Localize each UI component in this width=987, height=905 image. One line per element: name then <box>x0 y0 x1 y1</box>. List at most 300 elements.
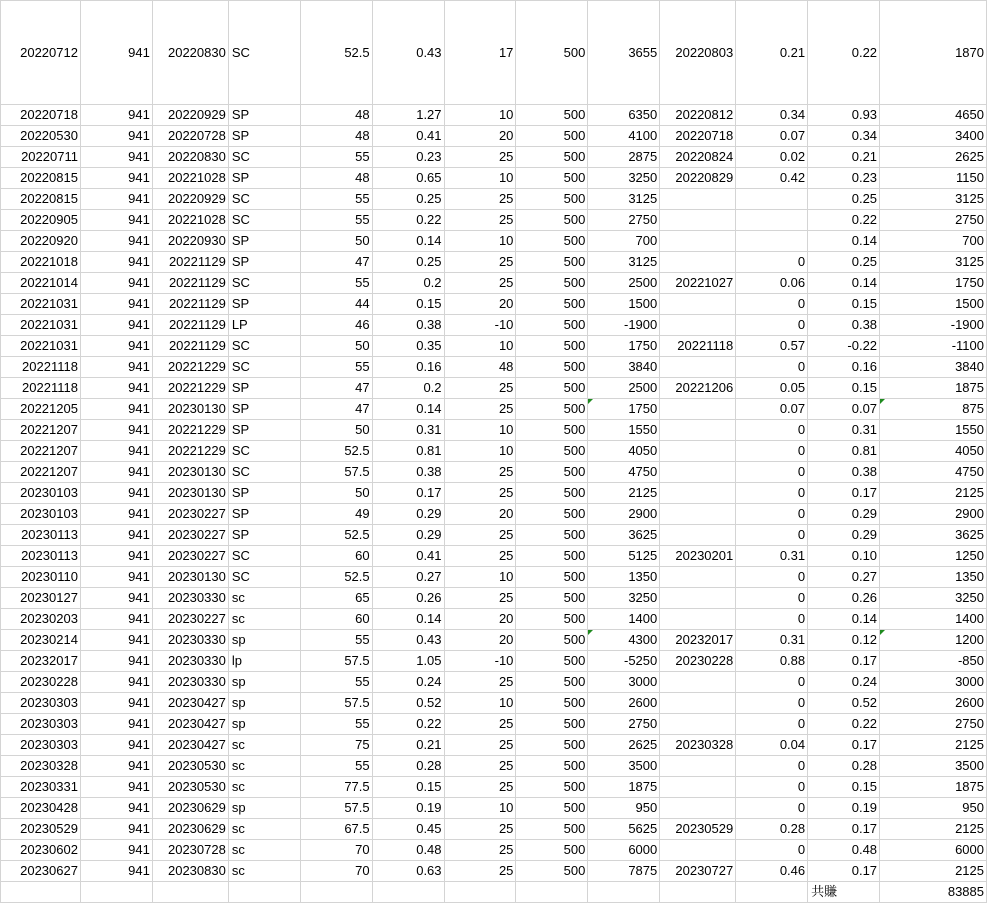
cell[interactable]: 0.22 <box>372 210 444 231</box>
cell[interactable]: 500 <box>516 252 588 273</box>
cell[interactable]: 55 <box>300 756 372 777</box>
cell[interactable]: 3625 <box>588 525 660 546</box>
cell[interactable]: 25 <box>444 735 516 756</box>
cell[interactable] <box>660 231 736 252</box>
cell[interactable]: 0.22 <box>372 714 444 735</box>
cell[interactable]: 57.5 <box>300 462 372 483</box>
cell[interactable]: 20230627 <box>1 861 81 882</box>
cell[interactable]: 941 <box>80 756 152 777</box>
cell[interactable]: 1750 <box>880 273 987 294</box>
cell[interactable]: 941 <box>80 525 152 546</box>
cell[interactable]: 0.2 <box>372 378 444 399</box>
cell[interactable]: 0.22 <box>808 714 880 735</box>
cell[interactable]: 2125 <box>880 819 987 840</box>
cell[interactable] <box>660 441 736 462</box>
cell[interactable]: 20220824 <box>660 147 736 168</box>
cell[interactable]: 0.88 <box>736 651 808 672</box>
cell[interactable]: 20230328 <box>660 735 736 756</box>
cell[interactable]: 7875 <box>588 861 660 882</box>
cell[interactable]: 0.27 <box>808 567 880 588</box>
cell[interactable]: 1200 <box>880 630 987 651</box>
cell[interactable] <box>660 777 736 798</box>
cell[interactable]: 0.35 <box>372 336 444 357</box>
cell[interactable]: 3250 <box>588 168 660 189</box>
cell[interactable]: 3250 <box>588 588 660 609</box>
cell[interactable]: 20221129 <box>152 336 228 357</box>
cell[interactable]: 941 <box>80 126 152 147</box>
cell[interactable]: 941 <box>80 546 152 567</box>
cell[interactable]: 10 <box>444 567 516 588</box>
cell[interactable]: 10 <box>444 231 516 252</box>
cell[interactable]: 20220830 <box>152 1 228 105</box>
cell[interactable]: 50 <box>300 420 372 441</box>
cell[interactable]: 20220728 <box>152 126 228 147</box>
cell[interactable] <box>660 294 736 315</box>
cell[interactable]: 1750 <box>588 399 660 420</box>
cell[interactable]: 2500 <box>588 378 660 399</box>
cell[interactable]: 0.21 <box>808 147 880 168</box>
cell[interactable]: 65 <box>300 588 372 609</box>
cell[interactable]: 2625 <box>880 147 987 168</box>
cell[interactable]: 20221207 <box>1 462 81 483</box>
cell[interactable]: 0.48 <box>808 840 880 861</box>
cell[interactable]: 48 <box>444 357 516 378</box>
cell[interactable]: 500 <box>516 147 588 168</box>
cell[interactable]: 0.17 <box>808 651 880 672</box>
cell[interactable]: 20221207 <box>1 420 81 441</box>
cell[interactable]: 1550 <box>880 420 987 441</box>
cell[interactable]: 2875 <box>588 147 660 168</box>
cell[interactable]: 0.14 <box>808 273 880 294</box>
cell[interactable]: 共賺 <box>808 882 880 903</box>
cell[interactable]: 20221118 <box>660 336 736 357</box>
cell[interactable]: 0.14 <box>372 231 444 252</box>
cell[interactable]: 1750 <box>588 336 660 357</box>
cell[interactable]: 75 <box>300 735 372 756</box>
cell[interactable] <box>444 882 516 903</box>
cell[interactable]: 5625 <box>588 819 660 840</box>
cell[interactable]: SC <box>228 273 300 294</box>
cell[interactable]: 0 <box>736 525 808 546</box>
cell[interactable]: 20230227 <box>152 504 228 525</box>
cell[interactable]: 20230530 <box>152 756 228 777</box>
cell[interactable]: 25 <box>444 861 516 882</box>
cell[interactable]: 0.23 <box>372 147 444 168</box>
cell[interactable]: 941 <box>80 378 152 399</box>
cell[interactable]: 25 <box>444 210 516 231</box>
cell[interactable]: 20230629 <box>152 798 228 819</box>
cell[interactable]: 3250 <box>880 588 987 609</box>
cell[interactable]: 1400 <box>588 609 660 630</box>
cell[interactable]: 50 <box>300 483 372 504</box>
cell[interactable]: 500 <box>516 399 588 420</box>
cell[interactable]: 20220830 <box>152 147 228 168</box>
cell[interactable]: 941 <box>80 630 152 651</box>
cell[interactable]: sp <box>228 798 300 819</box>
cell[interactable]: 0.29 <box>808 504 880 525</box>
cell[interactable]: 0 <box>736 756 808 777</box>
cell[interactable]: -850 <box>880 651 987 672</box>
cell[interactable]: 2750 <box>880 714 987 735</box>
cell[interactable]: 6000 <box>588 840 660 861</box>
cell[interactable]: 25 <box>444 378 516 399</box>
cell[interactable]: SP <box>228 126 300 147</box>
cell[interactable]: 55 <box>300 147 372 168</box>
cell[interactable]: 47 <box>300 252 372 273</box>
cell[interactable]: 0.16 <box>372 357 444 378</box>
cell[interactable]: 25 <box>444 546 516 567</box>
cell[interactable]: 20230830 <box>152 861 228 882</box>
cell[interactable]: 0.28 <box>736 819 808 840</box>
cell[interactable]: 2600 <box>880 693 987 714</box>
cell[interactable]: 20221031 <box>1 294 81 315</box>
cell[interactable]: SP <box>228 294 300 315</box>
cell[interactable]: 0.29 <box>372 504 444 525</box>
cell[interactable]: 500 <box>516 1 588 105</box>
cell[interactable] <box>660 357 736 378</box>
cell[interactable]: 0.34 <box>736 105 808 126</box>
cell[interactable]: 500 <box>516 840 588 861</box>
cell[interactable]: 941 <box>80 399 152 420</box>
cell[interactable]: 20221018 <box>1 252 81 273</box>
cell[interactable]: 0.14 <box>808 609 880 630</box>
cell[interactable]: 0.43 <box>372 1 444 105</box>
cell[interactable] <box>736 231 808 252</box>
cell[interactable]: 0.04 <box>736 735 808 756</box>
cell[interactable]: 500 <box>516 546 588 567</box>
cell[interactable]: 0.81 <box>808 441 880 462</box>
cell[interactable]: 500 <box>516 294 588 315</box>
cell[interactable]: 4100 <box>588 126 660 147</box>
cell[interactable]: 1150 <box>880 168 987 189</box>
cell[interactable]: 700 <box>588 231 660 252</box>
cell[interactable]: 500 <box>516 861 588 882</box>
cell[interactable]: 0.38 <box>372 462 444 483</box>
cell[interactable]: 2900 <box>880 504 987 525</box>
cell[interactable]: 500 <box>516 231 588 252</box>
cell[interactable]: 0.27 <box>372 567 444 588</box>
cell[interactable]: 0 <box>736 840 808 861</box>
cell[interactable]: 20 <box>444 126 516 147</box>
cell[interactable]: sp <box>228 714 300 735</box>
cell[interactable]: sc <box>228 756 300 777</box>
cell[interactable]: 20221028 <box>152 210 228 231</box>
cell[interactable]: 20230331 <box>1 777 81 798</box>
cell[interactable]: 3125 <box>880 252 987 273</box>
cell[interactable]: 20230227 <box>152 546 228 567</box>
cell[interactable]: 20220718 <box>660 126 736 147</box>
cell[interactable]: 3125 <box>588 252 660 273</box>
cell[interactable]: SP <box>228 420 300 441</box>
cell[interactable]: 941 <box>80 105 152 126</box>
cell[interactable]: 941 <box>80 441 152 462</box>
cell[interactable]: 55 <box>300 672 372 693</box>
cell[interactable]: SC <box>228 147 300 168</box>
cell[interactable]: 0.19 <box>808 798 880 819</box>
cell[interactable]: 20 <box>444 609 516 630</box>
cell[interactable]: 20 <box>444 630 516 651</box>
cell[interactable]: 0.41 <box>372 546 444 567</box>
cell[interactable]: 25 <box>444 840 516 861</box>
cell[interactable]: 0.21 <box>736 1 808 105</box>
cell[interactable]: 2750 <box>880 210 987 231</box>
cell[interactable]: 500 <box>516 567 588 588</box>
cell[interactable]: 941 <box>80 693 152 714</box>
cell[interactable]: 10 <box>444 441 516 462</box>
cell[interactable]: 950 <box>880 798 987 819</box>
cell[interactable]: 0.14 <box>808 231 880 252</box>
cell[interactable]: 2750 <box>588 714 660 735</box>
cell[interactable]: 48 <box>300 168 372 189</box>
cell[interactable]: -5250 <box>588 651 660 672</box>
cell[interactable]: 0.07 <box>808 399 880 420</box>
cell[interactable]: 20230602 <box>1 840 81 861</box>
cell[interactable]: 70 <box>300 861 372 882</box>
cell[interactable]: 4750 <box>880 462 987 483</box>
cell[interactable]: 0.15 <box>372 777 444 798</box>
cell[interactable]: 0.17 <box>808 861 880 882</box>
cell[interactable]: 48 <box>300 126 372 147</box>
cell[interactable]: 941 <box>80 861 152 882</box>
cell[interactable]: 3125 <box>588 189 660 210</box>
cell[interactable]: 20230201 <box>660 546 736 567</box>
cell[interactable]: 20230113 <box>1 546 81 567</box>
cell[interactable]: 25 <box>444 525 516 546</box>
cell[interactable]: 1350 <box>880 567 987 588</box>
cell[interactable]: 20230328 <box>1 756 81 777</box>
cell[interactable]: 700 <box>880 231 987 252</box>
cell[interactable]: 0.38 <box>808 462 880 483</box>
cell[interactable]: 0.93 <box>808 105 880 126</box>
cell[interactable]: 2125 <box>880 483 987 504</box>
cell[interactable]: 20230330 <box>152 672 228 693</box>
cell[interactable]: SP <box>228 168 300 189</box>
cell[interactable]: 0 <box>736 714 808 735</box>
cell[interactable]: 25 <box>444 252 516 273</box>
cell[interactable]: 1.05 <box>372 651 444 672</box>
cell[interactable]: 20221129 <box>152 252 228 273</box>
cell[interactable]: sp <box>228 693 300 714</box>
cell[interactable]: 44 <box>300 294 372 315</box>
cell[interactable]: 46 <box>300 315 372 336</box>
cell[interactable]: 500 <box>516 777 588 798</box>
cell[interactable]: 52.5 <box>300 567 372 588</box>
cell[interactable] <box>372 882 444 903</box>
cell[interactable]: 0.12 <box>808 630 880 651</box>
cell[interactable]: 20221014 <box>1 273 81 294</box>
cell[interactable]: 0.28 <box>808 756 880 777</box>
cell[interactable]: 1875 <box>588 777 660 798</box>
cell[interactable]: 2625 <box>588 735 660 756</box>
cell[interactable]: 2900 <box>588 504 660 525</box>
cell[interactable]: 20230427 <box>152 714 228 735</box>
cell[interactable]: 20220929 <box>152 105 228 126</box>
cell[interactable]: 0.06 <box>736 273 808 294</box>
cell[interactable]: 1350 <box>588 567 660 588</box>
cell[interactable]: 20221031 <box>1 315 81 336</box>
cell[interactable]: 941 <box>80 777 152 798</box>
cell[interactable]: 0.34 <box>808 126 880 147</box>
cell[interactable]: 941 <box>80 210 152 231</box>
cell[interactable]: 941 <box>80 588 152 609</box>
cell[interactable] <box>736 210 808 231</box>
cell[interactable] <box>228 882 300 903</box>
cell[interactable]: 950 <box>588 798 660 819</box>
cell[interactable]: 20232017 <box>660 630 736 651</box>
cell[interactable]: 0.15 <box>808 294 880 315</box>
cell[interactable]: 500 <box>516 525 588 546</box>
cell[interactable]: 0.28 <box>372 756 444 777</box>
cell[interactable]: 0.38 <box>808 315 880 336</box>
cell[interactable]: 500 <box>516 336 588 357</box>
cell[interactable]: -1900 <box>880 315 987 336</box>
cell[interactable]: 20230303 <box>1 735 81 756</box>
cell[interactable]: 500 <box>516 630 588 651</box>
cell[interactable]: 4050 <box>588 441 660 462</box>
cell[interactable]: 55 <box>300 273 372 294</box>
cell[interactable] <box>660 609 736 630</box>
cell[interactable]: 25 <box>444 714 516 735</box>
cell[interactable]: 20221206 <box>660 378 736 399</box>
cell[interactable]: 3500 <box>880 756 987 777</box>
cell[interactable]: 20220815 <box>1 189 81 210</box>
cell[interactable]: 0.29 <box>808 525 880 546</box>
cell[interactable]: 57.5 <box>300 651 372 672</box>
cell[interactable] <box>660 399 736 420</box>
cell[interactable]: 0 <box>736 483 808 504</box>
cell[interactable]: 57.5 <box>300 693 372 714</box>
cell[interactable]: 500 <box>516 714 588 735</box>
cell[interactable]: 52.5 <box>300 1 372 105</box>
cell[interactable]: 0.19 <box>372 798 444 819</box>
cell[interactable]: 941 <box>80 735 152 756</box>
cell[interactable]: 1500 <box>880 294 987 315</box>
cell[interactable]: 20221129 <box>152 294 228 315</box>
cell[interactable] <box>660 252 736 273</box>
cell[interactable]: 500 <box>516 126 588 147</box>
cell[interactable]: 500 <box>516 483 588 504</box>
cell[interactable]: 0.07 <box>736 126 808 147</box>
cell[interactable]: 0.25 <box>808 189 880 210</box>
cell[interactable]: 0.46 <box>736 861 808 882</box>
cell[interactable] <box>588 882 660 903</box>
cell[interactable] <box>660 882 736 903</box>
cell[interactable]: 0.21 <box>372 735 444 756</box>
cell[interactable]: sc <box>228 588 300 609</box>
cell[interactable]: 17 <box>444 1 516 105</box>
cell[interactable]: 20221031 <box>1 336 81 357</box>
cell[interactable] <box>660 798 736 819</box>
cell[interactable]: 20221229 <box>152 420 228 441</box>
cell[interactable]: SC <box>228 462 300 483</box>
cell[interactable]: 2125 <box>588 483 660 504</box>
cell[interactable]: 25 <box>444 756 516 777</box>
cell[interactable]: 20230330 <box>152 630 228 651</box>
cell[interactable]: 3000 <box>880 672 987 693</box>
cell[interactable]: 0 <box>736 609 808 630</box>
cell[interactable]: 941 <box>80 483 152 504</box>
cell[interactable]: 500 <box>516 189 588 210</box>
cell[interactable]: 25 <box>444 588 516 609</box>
cell[interactable] <box>660 420 736 441</box>
cell[interactable]: 941 <box>80 462 152 483</box>
cell[interactable]: SP <box>228 231 300 252</box>
cell[interactable]: 20230227 <box>152 525 228 546</box>
cell[interactable]: 0.02 <box>736 147 808 168</box>
cell[interactable]: 941 <box>80 168 152 189</box>
cell[interactable]: 941 <box>80 147 152 168</box>
cell[interactable]: 0.41 <box>372 126 444 147</box>
cell[interactable]: 3500 <box>588 756 660 777</box>
cell[interactable]: 20230103 <box>1 504 81 525</box>
cell[interactable]: 2125 <box>880 735 987 756</box>
cell[interactable]: 25 <box>444 819 516 840</box>
cell[interactable]: 10 <box>444 168 516 189</box>
cell[interactable]: 20221028 <box>152 168 228 189</box>
cell[interactable]: 25 <box>444 189 516 210</box>
cell[interactable]: 0.17 <box>372 483 444 504</box>
cell[interactable]: 20220812 <box>660 105 736 126</box>
cell[interactable]: 6350 <box>588 105 660 126</box>
cell[interactable]: 20230330 <box>152 588 228 609</box>
cell[interactable]: 941 <box>80 819 152 840</box>
cell[interactable]: 941 <box>80 294 152 315</box>
cell[interactable]: 0 <box>736 441 808 462</box>
cell[interactable]: 5125 <box>588 546 660 567</box>
cell[interactable]: 20220930 <box>152 231 228 252</box>
cell[interactable]: 0 <box>736 798 808 819</box>
cell[interactable]: 25 <box>444 399 516 420</box>
cell[interactable]: SC <box>228 546 300 567</box>
cell[interactable]: 2600 <box>588 693 660 714</box>
cell[interactable]: 25 <box>444 273 516 294</box>
cell[interactable]: 4750 <box>588 462 660 483</box>
cell[interactable]: 20221229 <box>152 441 228 462</box>
cell[interactable]: 941 <box>80 672 152 693</box>
cell[interactable]: 20230529 <box>660 819 736 840</box>
cell[interactable] <box>660 462 736 483</box>
cell[interactable]: 20220905 <box>1 210 81 231</box>
cell[interactable]: 20230303 <box>1 714 81 735</box>
cell[interactable]: 0.42 <box>736 168 808 189</box>
cell[interactable]: 25 <box>444 672 516 693</box>
cell[interactable]: 1875 <box>880 378 987 399</box>
cell[interactable]: 20230228 <box>1 672 81 693</box>
cell[interactable]: 20220718 <box>1 105 81 126</box>
cell[interactable]: sc <box>228 840 300 861</box>
cell[interactable]: 20 <box>444 504 516 525</box>
cell[interactable]: 67.5 <box>300 819 372 840</box>
cell[interactable] <box>660 525 736 546</box>
cell[interactable]: 20220711 <box>1 147 81 168</box>
cell[interactable]: SC <box>228 210 300 231</box>
cell[interactable]: 941 <box>80 231 152 252</box>
cell[interactable]: 941 <box>80 315 152 336</box>
cell[interactable]: 55 <box>300 714 372 735</box>
cell[interactable]: 25 <box>444 147 516 168</box>
cell[interactable]: 20221027 <box>660 273 736 294</box>
cell[interactable]: -10 <box>444 651 516 672</box>
cell[interactable]: 941 <box>80 840 152 861</box>
cell[interactable]: 0 <box>736 693 808 714</box>
cell[interactable]: 20230110 <box>1 567 81 588</box>
cell[interactable]: 941 <box>80 714 152 735</box>
cell[interactable]: 0.24 <box>808 672 880 693</box>
cell[interactable]: 20230228 <box>660 651 736 672</box>
cell[interactable]: -1100 <box>880 336 987 357</box>
cell[interactable] <box>660 504 736 525</box>
cell[interactable]: 0.15 <box>372 294 444 315</box>
